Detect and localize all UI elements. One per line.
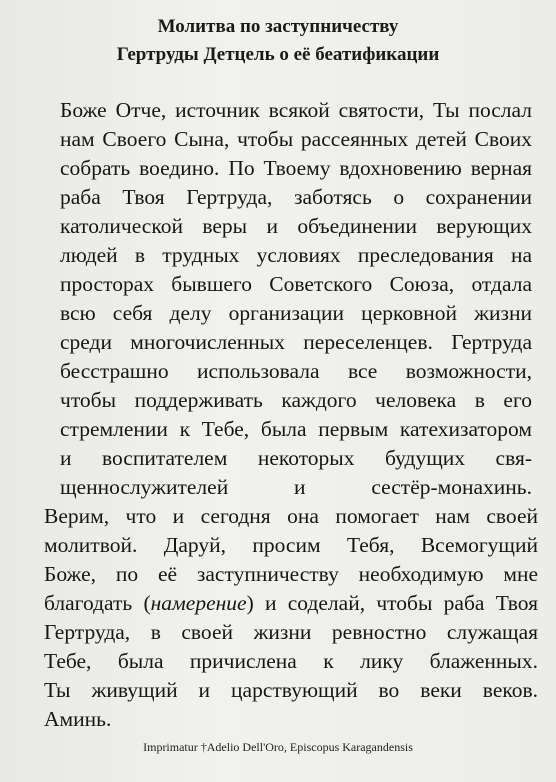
paragraph-line-intention	[44, 589, 538, 618]
paragraph-line: среди многочисленных переселенцев. Гертруда	[60, 330, 532, 354]
paragraph-line: бесстрашно использовала все возможности,	[60, 359, 532, 383]
paragraph-line: молитвой. Даруй, просим Тебя, Всемогущий	[44, 533, 538, 557]
paragraph-line: нам Своего Сына, чтобы рассеянных детей Своих	[60, 127, 532, 151]
paragraph-line-amen: Аминь.	[44, 707, 112, 731]
paragraph-line: просторах бывшего Советского Союза, отдала	[60, 272, 532, 296]
paragraph-line: Тебе, была причислена к лику блаженных.	[44, 649, 538, 673]
paragraph-line: всю себя делу организации церковной жизни	[60, 301, 532, 325]
paragraph-line: Ты живущий и царствующий во веки веков.	[44, 678, 538, 702]
paragraph-line: раба Твоя Гертруда, заботясь о сохранении	[60, 185, 532, 209]
paragraph-line: людей в трудных условиях преследования на	[60, 243, 532, 267]
paragraph-line: собрать воедино. По Твоему вдохновению верная	[60, 156, 532, 180]
paragraph-line: щеннослужителей и сестёр-монахинь.	[60, 475, 532, 499]
paragraph-line: стремлении к Тебе, была первым катехизатором	[60, 417, 532, 441]
paragraph-line: Гертруда, в своей жизни ревностно служащая	[44, 620, 538, 644]
title-line-2: Гертруды Детцель о её беатификации	[116, 44, 440, 65]
paragraph-line: католической веры и объединении верующих	[60, 214, 532, 238]
paragraph-line: Боже Отче, источник всякой святости, Ты послал	[60, 98, 532, 122]
prayer-paragraph-2	[44, 502, 538, 734]
prayer-paragraph-1	[60, 96, 532, 502]
title-line-1: Молитва по заступничеству	[157, 16, 399, 37]
paragraph-line: Верим, что и сегодня она помогает нам своей	[44, 504, 538, 528]
text-before-intention: благодать (	[44, 591, 151, 615]
paragraph-line: чтобы поддерживать каждого человека в его	[60, 388, 532, 412]
paragraph-line: Боже, по её заступничеству необходимую мне	[44, 562, 538, 586]
intention-placeholder: намерение	[150, 591, 247, 615]
imprimatur-footer: Imprimatur †Adelio Dell'Oro, Episcopus Karagandensis	[143, 740, 413, 754]
paragraph-line: и воспитателем некоторых будущих свя-	[60, 446, 532, 470]
text-after-intention: ) и соделай, чтобы раба Твоя	[246, 591, 538, 615]
